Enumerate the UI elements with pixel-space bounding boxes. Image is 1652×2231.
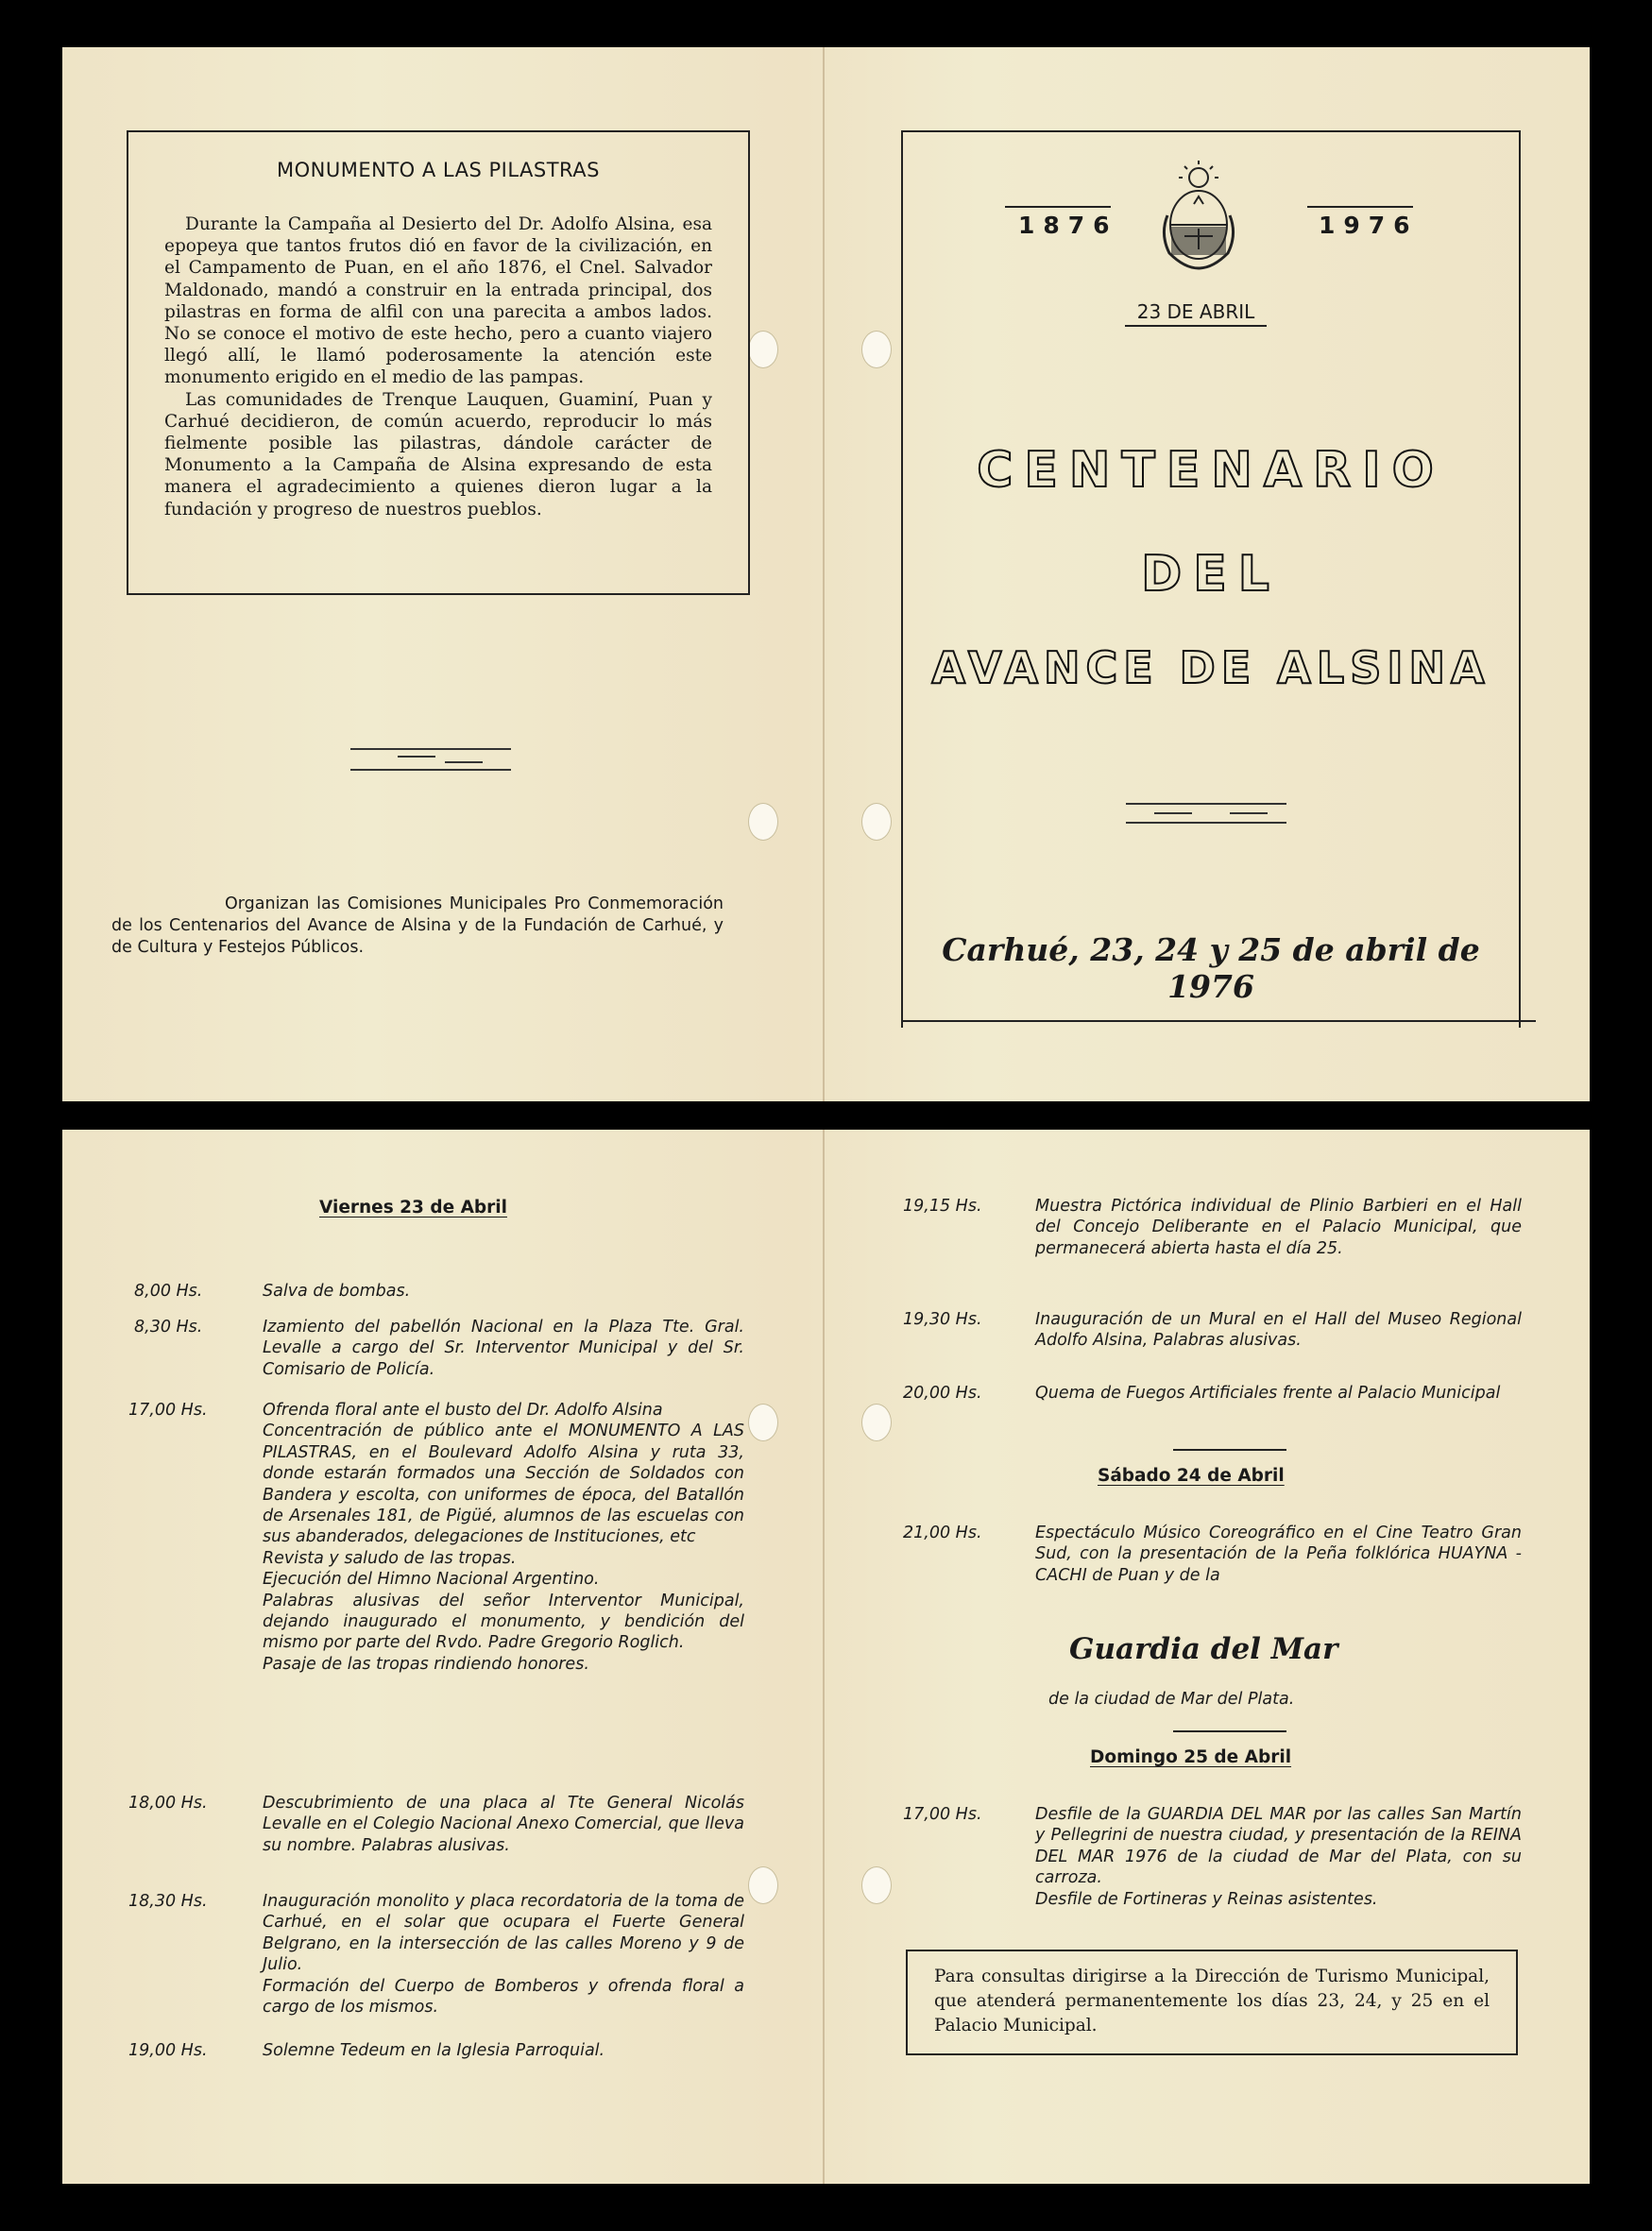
year-rule	[1005, 206, 1111, 208]
event-time: 21,00 Hs.	[903, 1524, 982, 1542]
event-text: Solemne Tedeum en la Iglesia Parroquial.	[263, 2041, 605, 2060]
coat-of-arms-icon	[1156, 159, 1241, 272]
event-time: 19,00 Hs.	[128, 2041, 208, 2060]
event-time: 8,30 Hs.	[134, 1318, 203, 1337]
cover-title-line-1: CENTENARIO	[977, 442, 1445, 499]
guardia-del-mar-title: Guardia del Mar	[1069, 1632, 1338, 1666]
event-time: 20,00 Hs.	[903, 1384, 982, 1403]
event-text: Descubrimiento de una placa al Tte General Nicolás Levalle en el Colegio Nacional Anexo Comercial, que lleva su nombre. Palabras alusivas.	[263, 1794, 744, 1855]
event-time: 17,00 Hs.	[128, 1401, 208, 1420]
cover-title-line-2: DEL	[1141, 546, 1281, 603]
event-time: 18,00 Hs.	[128, 1794, 208, 1813]
brochure-inner-sheet	[62, 1130, 1590, 2184]
punch-hole	[861, 1866, 892, 1904]
box-title: MONUMENTO A LAS PILASTRAS	[277, 159, 600, 181]
box-paragraph: Durante la Campaña al Desierto del Dr. Adolfo Alsina, esa epopeya que tantos frutos dió en favor de la civilización, en el Campamento de Puan, en el año 1876, el Cnel. Salvador Maldonado, mandó a construir en la entrada principal, dos pilastras en forma de alfil con una parecita a ambos lados. No se conoce el motivo de este hecho, pero a cuanto viajero llegó allí, le llamó poderosamente la atención este monumento erigido en el medio de las pampas.	[164, 214, 712, 388]
event-text: Muestra Pictórica individual de Plinio Barbieri en el Hall del Concejo Deliberante en el Palacio Municipal, que permanecerá abierta hasta el día 25.	[1035, 1197, 1522, 1258]
monument-text-box	[127, 130, 750, 595]
event-time: 8,00 Hs.	[134, 1282, 203, 1301]
info-box: Para consultas dirigirse a la Dirección de Turismo Municipal, que atenderá permanentemente los días 23, 24, y 25 en el Palacio Municipal.	[906, 1950, 1518, 2055]
year-rule	[1307, 206, 1413, 208]
event-text: Inauguración monolito y placa recordatoria de la toma de Carhué, en el solar que ocupara el Fuerte General Belgrano, en la intersección de las calles Moreno y 9 de Julio. Formación del Cuerpo de Bomberos y ofrenda floral a cargo de los mismos.	[263, 1892, 744, 2018]
event-text: Desfile de la GUARDIA DEL MAR por las calles San Martín y Pellegrini de nuestra ciudad, y presentación de la REINA DEL MAR 1976 de la ciudad de Mar del Plata, con su carroza. Desfile de Fortineras y Reinas asistentes.	[1035, 1805, 1522, 1909]
day-heading-saturday: Sábado 24 de Abril	[1098, 1466, 1285, 1486]
fold-line	[823, 47, 825, 1101]
event-text: Inauguración de un Mural en el Hall del Museo Regional Adolfo Alsina, Palabras alusivas.	[1035, 1310, 1522, 1351]
punch-hole	[748, 331, 778, 368]
section-rule	[1173, 1449, 1286, 1451]
brochure-outer-sheet	[62, 47, 1590, 1101]
cover-bottom-rule	[901, 1020, 1536, 1022]
event-time: 19,30 Hs.	[903, 1310, 982, 1329]
punch-hole	[861, 1404, 892, 1441]
organizers-text: Organizan las Comisiones Municipales Pro Conmemoración de los Centenarios del Avance de Alsina y de la Fundación de Carhué, y de Cultura y Festejos Públicos.	[111, 894, 724, 957]
event-text: Ofrenda floral ante el busto del Dr. Adolfo Alsina Concentración de público ante el MONUMENTO A LAS PILASTRAS, en el Boulevard Adolfo Alsina y ruta 33, donde estarán formados una Sección de Soldados con Bandera y escolta, con uniformes de época, del Batallón de Arsenales 181, de Pigüé, alumnos de las escuelas con sus abanderados, delegaciones de Instituciones, etc Revista y saludo de las tropas. Ejecución del Himno Nacional Argentino. Palabras alusivas del señor Interventor Municipal, dejando inaugurado el monumento, y bendición del mismo por parte del Rvdo. Padre Gregorio Roglich. Pasaje de las tropas rindiendo honores.	[263, 1401, 744, 1674]
event-text: de la ciudad de Mar del Plata.	[1048, 1690, 1295, 1709]
year-start: 1876	[1018, 212, 1118, 239]
punch-hole	[748, 803, 778, 841]
event-text: Quema de Fuegos Artificiales frente al Palacio Municipal	[1035, 1384, 1501, 1403]
decorative-rule	[1126, 803, 1286, 831]
event-time: 18,30 Hs.	[128, 1892, 208, 1911]
punch-hole	[861, 331, 892, 368]
event-text: Izamiento del pabellón Nacional en la Plaza Tte. Gral. Levalle a cargo del Sr. Interventor Municipal y del Sr. Comisario de Policía.	[263, 1318, 744, 1379]
cover-date: 23 DE ABRIL	[1125, 300, 1267, 327]
day-heading-friday: Viernes 23 de Abril	[319, 1198, 507, 1218]
event-text: Espectáculo Músico Coreográfico en el Cine Teatro Gran Sud, con la presentación de la Peña folklórica HUAYNA - CACHI de Puan y de la	[1035, 1524, 1522, 1585]
year-end: 1976	[1319, 212, 1419, 239]
decorative-rule	[350, 748, 511, 776]
fold-line	[823, 1130, 825, 2184]
cover-title-line-3: AVANCE DE ALSINA	[931, 642, 1490, 693]
punch-hole	[748, 1404, 778, 1441]
punch-hole	[861, 803, 892, 841]
box-paragraph: Las comunidades de Trenque Lauquen, Guaminí, Puan y Carhué decidieron, de común acuerdo, reproducir lo más fielmente posible las pilastras, dándole carácter de Monumento a la Campaña de Alsina expresando de esta manera el agradecimiento a quienes dieron lugar a la fundación y progreso de nuestros pueblos.	[164, 389, 712, 519]
cover-place-dates: Carhué, 23, 24 y 25 de abril de 1976	[942, 931, 1480, 1005]
event-time: 17,00 Hs.	[903, 1805, 982, 1824]
event-time: 19,15 Hs.	[903, 1197, 982, 1216]
event-text: Salva de bombas.	[263, 1282, 411, 1301]
section-rule	[1173, 1730, 1286, 1732]
punch-hole	[748, 1866, 778, 1904]
day-heading-sunday: Domingo 25 de Abril	[1090, 1747, 1292, 1767]
